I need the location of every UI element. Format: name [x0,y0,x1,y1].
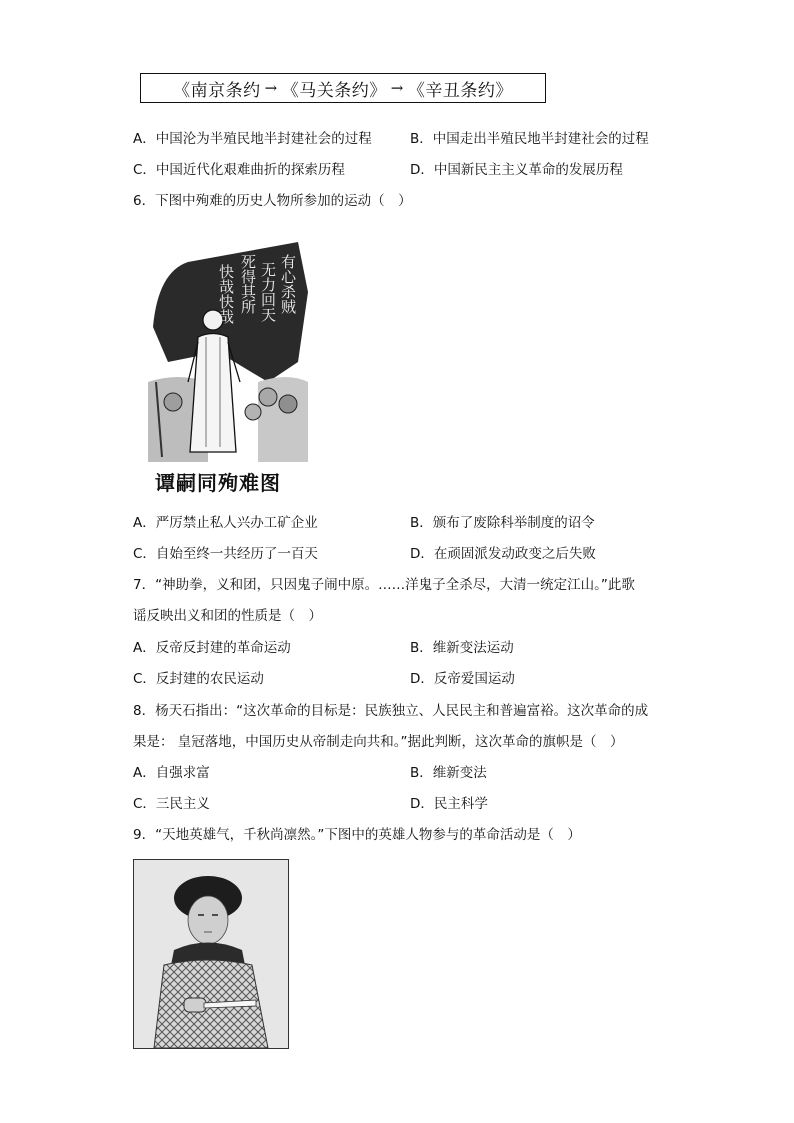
q7-stem-line1: 7．“神助拳，义和团，只因鬼子闹中原。……洋鬼子全杀尽，大清一统定江山。”此歌 [133,577,635,593]
arrow-icon: → [390,79,404,97]
heroine-portrait-photo [133,859,289,1049]
q7-stem-line2: 谣反映出义和团的性质是（ ） [133,608,322,624]
treaty-sequence-box [140,73,546,103]
q6-option-d[interactable]: D．在顽固派发动政变之后失败 [410,546,596,562]
q7-option-c[interactable]: C．反封建的农民运动 [133,671,264,687]
q7-option-b[interactable]: B．维新变法运动 [410,640,514,656]
q6-stem: 6．下图中殉难的历史人物所参加的运动（ ） [133,193,412,209]
tan-sitong-drawing-icon [148,232,308,462]
treaty-maguan: 《马关条约》 [281,80,387,101]
q5-option-d[interactable]: D．中国新民主主义革命的发展历程 [410,162,623,178]
q6-option-b[interactable]: B．颁布了废除科举制度的诏令 [410,515,595,531]
q5-option-b[interactable]: B．中国走出半殖民地半封建社会的过程 [410,131,649,147]
q9-stem: 9．“天地英雄气，千秋尚凛然。”下图中的英雄人物参与的革命活动是（ ） [133,827,581,843]
q5-option-a[interactable]: A．中国沦为半殖民地半封建社会的过程 [133,131,372,147]
q8-option-c[interactable]: C．三民主义 [133,796,210,812]
q6-option-a[interactable]: A．严厉禁止私人兴办工矿企业 [133,515,318,531]
figure-caption: 谭嗣同殉难图 [155,471,281,495]
q5-option-c[interactable]: C．中国近代化艰难曲折的探索历程 [133,162,345,178]
q6-option-c[interactable]: C．自始至终一共经历了一百天 [133,546,318,562]
q7-option-a[interactable]: A．反帝反封建的革命运动 [133,640,291,656]
q8-option-d[interactable]: D．民主科学 [410,796,488,812]
treaty-xinchou: 《辛丑条约》 [407,80,513,101]
portrait-photo-icon [134,860,288,1048]
arrow-icon: → [264,79,278,97]
calligraphy-col-3: 死得其所 [239,254,257,314]
calligraphy-col-2: 无力回天 [259,262,277,322]
calligraphy-col-1: 有心杀贼 [279,254,297,314]
treaty-nanjing: 《南京条约 [173,80,261,101]
calligraphy-col-4: 快哉快哉 [217,264,235,324]
q8-option-b[interactable]: B．维新变法 [410,765,487,781]
tan-sitong-illustration [148,232,308,462]
q8-stem-line2: 果是： 皇冠落地，中国历史从帝制走向共和。”据此判断，这次革命的旗帜是（ ） [133,734,624,750]
q8-option-a[interactable]: A．自强求富 [133,765,210,781]
q8-stem-line1: 8．杨天石指出：“这次革命的目标是：民族独立、人民民主和普遍富裕。这次革命的成 [133,703,649,719]
q7-option-d[interactable]: D．反帝爱国运动 [410,671,515,687]
